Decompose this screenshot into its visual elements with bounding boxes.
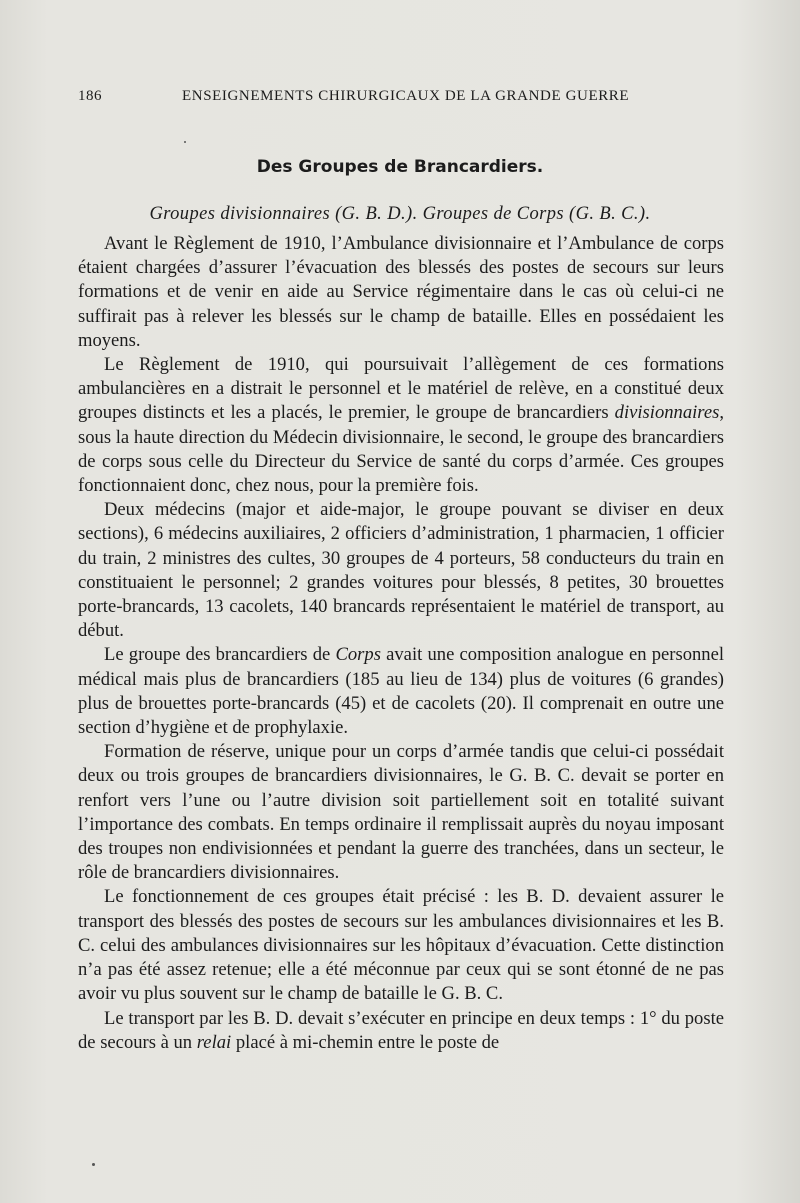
paragraph: Le transport par les B. D. devait s’exécuter en principe en deux temps : 1° du poste de secours à un relai placé à mi-chemin entre le poste de: [78, 1007, 724, 1053]
paper-speck: [92, 1163, 95, 1166]
paragraph: Formation de réserve, unique pour un corps d’armée tandis que celui-ci possédait deux ou trois groupes de brancardiers divisionnaires, le G. B. C. devait se porter en renfort vers l’une ou l’autre division soit partiellement soit en totalité suivant l’importance des combats. En temps ordinaire il remplissait auprès du noyau imposant des troupes non endivisionnées et pendant la guerre des tranchées, dans un secteur, le rôle de brancardiers divisionnaires.: [78, 741, 724, 884]
section-title: Des Groupes de Brancardiers.: [256, 157, 544, 177]
running-head-title: ENSEIGNEMENTS CHIRURGICAUX DE LA GRANDE GUERRE: [182, 88, 630, 104]
running-head: [78, 88, 722, 108]
paragraph: Deux médecins (major et aide-major, le groupe pouvant se diviser en deux sections), 6 médecins auxiliaires, 2 officiers d’administration, 1 pharmacien, 1 officier du train, 2 ministres des cultes, 30 groupes de 4 porteurs, 58 conducteurs du train en constituaient le personnel; 2 grandes voitures pour blessés, 8 petites, 30 brouettes porte-brancards, 13 cacolets, 140 brancards représentaient le matériel de transport, au début.: [78, 499, 724, 642]
section-subtitle: Groupes divisionnaires (G. B. D.). Groupes de Corps (G. B. C.).: [149, 204, 651, 224]
emphasis: relai: [196, 1031, 232, 1053]
emphasis: Corps: [335, 644, 381, 666]
body-text: [78, 232, 724, 1055]
paragraph: Avant le Règlement de 1910, l’Ambulance divisionnaire et l’Ambulance de corps étaient chargées d’assurer l’évacuation des blessés des postes de secours sur leurs formations et de venir en aide au Service régimentaire dans le cas où celui-ci ne suffirait pas à relever les blessés sur le champ de bataille. Elles en possédaient les moyens.: [78, 233, 724, 351]
paragraph: Le Règlement de 1910, qui poursuivait l’allègement de ces formations ambulancières en a distrait le personnel et le matériel de relève, en a constitué deux groupes distincts et les a placés, le premier, le groupe de brancardiers divisionnaires, sous la haute direction du Médecin divisionnaire, le second, le groupe des brancardiers de corps sous celle du Directeur du Service de santé du corps d’armée. Ces groupes fonctionnaient donc, chez nous, pour la première fois.: [78, 354, 724, 497]
emphasis: divisionnaires: [614, 402, 720, 424]
paragraph: Le fonctionnement de ces groupes était précisé : les B. D. devaient assurer le transport des blessés des postes de secours sur les ambulances divisionnaires et les B. C. celui des ambulances divisionnaires sur les hôpitaux d’évacuation. Cette distinction n’a pas été assez retenue; elle a été méconnue par ceux qui se sont étonné de ne pas avoir vu plus souvent sur le champ de bataille le G. B. C.: [78, 886, 724, 1005]
paper-speck: [184, 141, 186, 143]
page-number: 186: [78, 88, 102, 104]
paragraph: Le groupe des brancardiers de Corps avait une composition analogue en personnel médical mais plus de brancardiers (185 au lieu de 134) plus de voitures (6 grandes) plus de brouettes porte-brancards (45) et de cacolets (20). Il comprenait en outre une section d’hygiène et de prophylaxie.: [78, 644, 724, 739]
